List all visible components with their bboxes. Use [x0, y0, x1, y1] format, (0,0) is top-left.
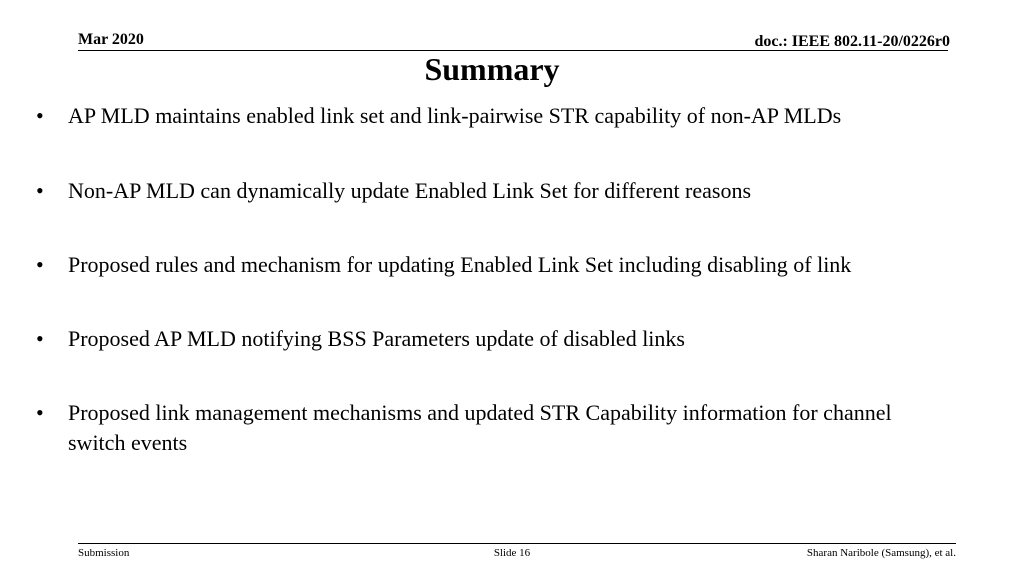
footer-divider: [78, 543, 956, 544]
footer-author: Sharan Naribole (Samsung), et al.: [806, 547, 956, 559]
bullet-text: Proposed rules and mechanism for updating Enabled Link Set including disabling of link: [68, 252, 852, 277]
bullet-dot-icon: •: [36, 103, 44, 128]
footer-slide-number: Slide 16: [493, 547, 531, 559]
bullet-dot-icon: •: [36, 326, 44, 351]
bullet-item: [36, 250, 986, 280]
bullet-text: Proposed link management mechanisms and updated STR Capability information for channel switch events: [68, 400, 892, 455]
bullet-text: Non-AP MLD can dynamically update Enabled Link Set for different reasons: [68, 178, 752, 203]
bullet-item: [36, 324, 986, 354]
bullet-item: [36, 176, 986, 206]
bullet-dot-icon: •: [36, 400, 44, 425]
bullet-text: Proposed AP MLD notifying BSS Parameters update of disabled links: [68, 326, 685, 351]
slide-title: Summary: [424, 51, 560, 87]
header-date: Mar 2020: [78, 31, 144, 48]
bullet-item: [36, 398, 986, 458]
header-doc-id: doc.: IEEE 802.11-20/0226r0: [754, 33, 950, 50]
bullet-dot-icon: •: [36, 252, 44, 277]
bullet-text: AP MLD maintains enabled link set and link-pairwise STR capability of non-AP MLDs: [68, 103, 842, 128]
bullet-dot-icon: •: [36, 178, 44, 203]
bullet-item: [36, 101, 986, 131]
footer-submission: Submission: [78, 547, 130, 559]
